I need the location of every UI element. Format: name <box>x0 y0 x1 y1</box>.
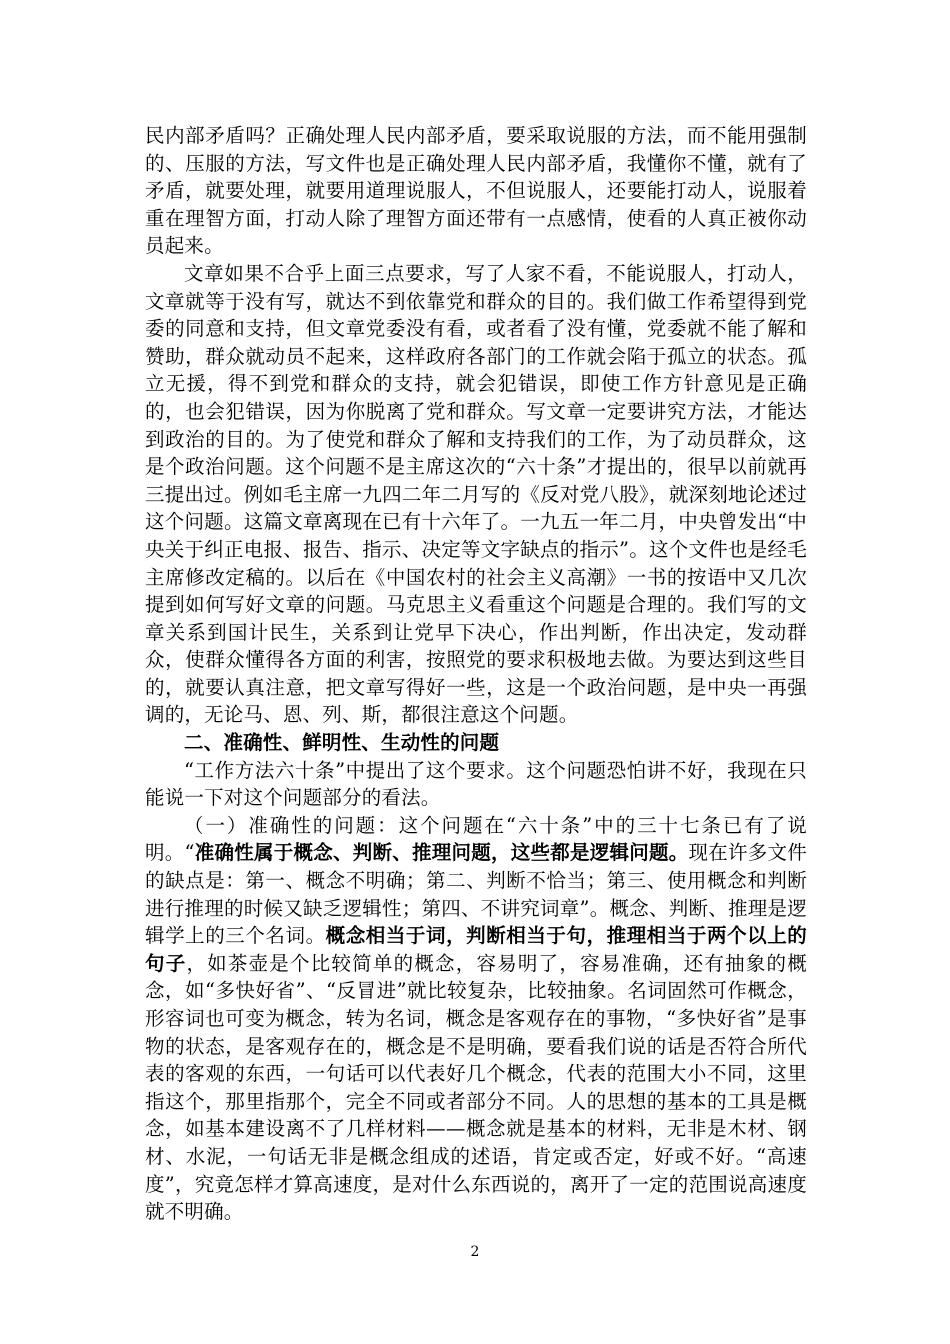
section-heading-text: 二、准确性、鲜明性、生动性的问题 <box>184 731 500 755</box>
text-segment: （一）准确性的问题：这个问题在“六十条”中的三十七条已有了说明。“ <box>145 813 807 865</box>
paragraph-continuation <box>145 122 807 260</box>
bold-text-segment: 准确性属于概念、判断、推理问题，这些都是逻辑问题。 <box>194 841 689 865</box>
paragraph-political-importance <box>145 260 807 729</box>
bold-text-segment: 概念相当于词，判断相当于句，推理相当于两个以上的句子 <box>145 924 807 975</box>
text-segment: ，如茶壶是个比较简单的概念，容易明了，容易准确，还有抽象的概念，如“多快好省”、“反冒进”就比较复杂，比较抽象。名词固然可作概念，形容词也可变为概念，转为名词，概念是客观存在的事物，“多快好省”是事物的状态，是客观存在的，概念是不是明确，要看我们说的话是否符合所代表的客观的东西，一句话可以代表好几个概念，代表的范围大小不同，这里指这个，那里指那个，完全不同或者部分不同。人的思想的基本的工具是概念，如基本建设离不了几样材料——概念就是基本的材料，无非是木材、钢材、水泥，一句话无非是概念组成的述语，肯定或否定，好或不好。“高速度”，究竟怎样才算高速度，是对什么东西说的，离开了一定的范围说高速度就不明确。 <box>145 951 807 1224</box>
page-number: 2 <box>470 1244 480 1260</box>
paragraph-intro <box>145 757 807 812</box>
document-body <box>145 122 807 1226</box>
paragraph-accuracy <box>145 812 807 1226</box>
text-segment: 现在许多文件的缺点是：第一、概念不明确；第二、判断不恰当；第三、使用概念和判断进行推理的时候又缺乏逻辑性；第四、不讲究词章”。概念、判断、推理是逻辑学上的三个名词。 <box>145 841 807 948</box>
text-segment: 民内部矛盾吗？正确处理人民内部矛盾，要采取说服的方法，而不能用强制的、压服的方法，写文件也是正确处理人民内部矛盾，我懂你不懂，就有了矛盾，就要处理，就要用道理说服人，不但说服人，还要能打动人，说服着重在理智方面，打动人除了理智方面还带有一点感情，使看的人真正被你动员起来。 <box>145 124 807 258</box>
text-segment: 文章如果不合乎上面三点要求，写了人家不看，不能说服人，打动人，文章就等于没有写，就达不到依靠党和群众的目的。我们做工作希望得到党委的同意和支持，但文章党委没有看，或者看了没有懂，党委就不能了解和赞助，群众就动员不起来，这样政府各部门的工作就会陷于孤立的状态。孤立无援，得不到党和群众的支持，就会犯错误，即使工作方针意见是正确的，也会犯错误，因为你脱离了党和群众。写文章一定要讲究方法，才能达到政治的目的。为了使党和群众了解和支持我们的工作，为了动员群众，这是个政治问题。这个问题不是主席这次的“六十条”才提出的，很早以前就再三提出过。例如毛主席一九四二年二月写的《反对党八股》，就深刻地论述过这个问题。这篇文章离现在已有十六年了。一九五一年二月，中央曾发出“中央关于纠正电报、报告、指示、决定等文字缺点的指示”。这个文件也是经毛主席修改定稿的。以后在《中国农村的社会主义高潮》一书的按语中又几次提到如何写好文章的问题。马克思主义看重这个问题是合理的。我们写的文章关系到国计民生，关系到让党早下决心，作出判断，作出决定，发动群众，使群众懂得各方面的利害，按照党的要求积极地去做。为要达到这些目的，就要认真注意，把文章写得好一些，这是一个政治问题，是中央一再强调的，无论马、恩、列、斯，都很注意这个问题。 <box>145 261 807 727</box>
section-heading <box>145 729 807 757</box>
text-segment: “工作方法六十条”中提出了这个要求。这个问题恐怕讲不好，我现在只能说一下对这个问题部分的看法。 <box>145 758 807 810</box>
